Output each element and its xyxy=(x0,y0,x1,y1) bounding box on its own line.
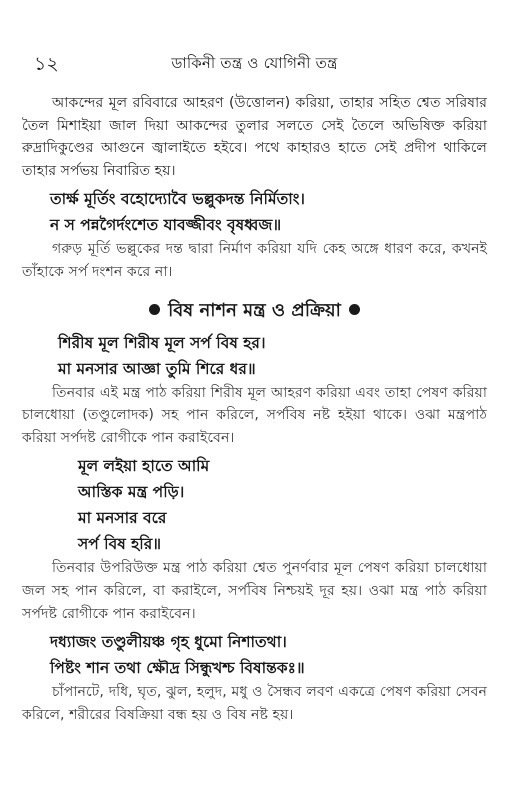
section-heading-text: বিষ নাশন মন্ত্র ও প্রক্রিয়া xyxy=(168,299,341,321)
paragraph-herbal-mixture: চাঁপানটে, দধি, ঘৃত, ঝুল, হলুদ, মধু ও সৈন্ধব লবণ একত্রে পেষণ করিয়া সেবন করিলে, শরীরের বিষক্রিয়া বন্ধ হয় ও বিষ নষ্ট হয়। xyxy=(22,684,487,723)
verse-line: পিষ্টং শান তথা ক্ষৌদ্র সিন্ধুখশ্চ বিষান্তকঃ॥ xyxy=(50,659,305,678)
paragraph-akanda-lamp: আকন্দের মূল রবিবারে আহরণ (উত্তোলন) করিয়া, তাহার সহিত শ্বেত সরিষার তৈল মিশাইয়া জাল দিয়া আকন্দের তুলার সলতে সেই তৈলে অভিষিক্ত করিয়া রুদ্রাদিকুণ্ডের আগুনে জ্বালাইতে হইবে। পথে কাহারও হাতে সেই প্রদীপ থাকিলে তাহার সর্পভয় নিবারিত হয়। xyxy=(22,95,487,179)
verse-line: মূল লইয়া হাতে আমি xyxy=(78,457,210,476)
verse-line: শিরীষ মূল শিরীষ মূল সর্প বিষ হর। xyxy=(58,333,266,352)
section-heading xyxy=(22,298,487,324)
page-body xyxy=(22,92,487,726)
page-header xyxy=(22,50,487,74)
verse-line: আস্তিক মন্ত্র পড়ি। xyxy=(78,483,185,502)
paragraph-punarnava-remedy: তিনবার উপরিউক্ত মন্ত্র পাঠ করিয়া শ্বেত পুনর্ণবার মূল পেষণ করিয়া চালধোয়া জল সহ পান করিলে, বা করাইলে, সর্পবিষ নিশ্চয়ই দূর হয়। ওঝা মন্ত্র পাঠ করিয়া সর্পদষ্ট রোগীকে পান করাইবেন। xyxy=(22,560,487,622)
paragraph-garuda-idol: গরুড় মূর্তি ভল্লুকের দন্ত দ্বারা নির্মাণ করিয়া যদি কেহ অঙ্গে ধারণ করে, কখনই তাঁহাকে সর্প দংশন করে না। xyxy=(22,241,487,280)
bullet-icon xyxy=(349,304,360,315)
page-number: ১২ xyxy=(34,53,59,75)
verse-line: তার্ক্ষ মূর্তিং বহোদ্যোবৈ ভল্লুকদন্ত নির্মিতাং। xyxy=(50,190,305,209)
verse-line: দধ্যাজং তণ্ডুলীয়ঞ্চ গৃহ ধুমো নিশাতথা। xyxy=(50,633,287,652)
running-title: ডাকিনী তন্ত্র ও যোগিনী তন্ত্র xyxy=(171,54,338,72)
paragraph-shirish-remedy: তিনবার এই মন্ত্র পাঠ করিয়া শিরীষ মূল আহরণ করিয়া এবং তাহা পেষণ করিয়া চালধোয়া (তণ্ডুলোদক) সহ পান করিলে, সর্পবিষ নষ্ট হইয়া থাকে। ওঝা মন্ত্রপাঠ করিয়া সর্পদষ্ট রোগীকে পান করাইবেন। xyxy=(22,384,487,446)
verse-line: সর্প বিষ হরি॥ xyxy=(78,535,162,554)
verse-line: মা মনসার আজ্ঞা তুমি শিরে ধর॥ xyxy=(58,359,256,378)
verse-line: ন স পন্নগৈর্দংশেত যাবজ্জীবং বৃষধ্বজ॥ xyxy=(50,216,282,235)
verse-line: মা মনসার বরে xyxy=(78,509,167,528)
bullet-icon xyxy=(149,304,160,315)
